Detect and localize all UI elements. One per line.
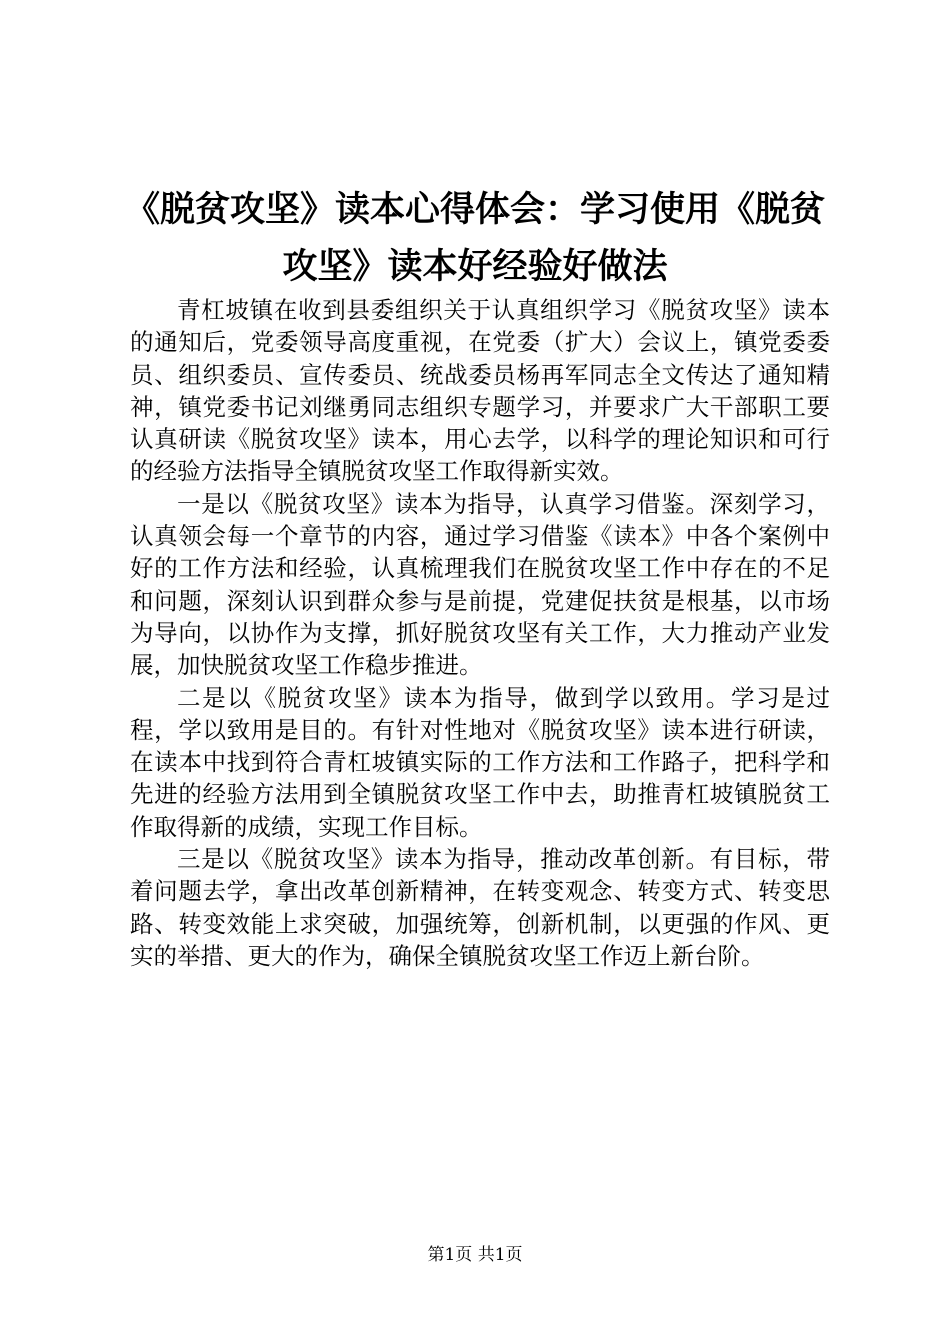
paragraph-point-one: 一是以《脱贫攻坚》读本为指导，认真学习借鉴。深刻学习，认真领会每一个章节的内容，通过学习借鉴《读本》中各个案例中好的工作方法和经验，认真梳理我们在脱贫攻坚工作中存在的不足和问题，深刻认识到群众参与是前提，党建促扶贫是根基，以市场为导向，以协作为支撑，抓好脱贫攻坚有关工作，大力推动产业发展，加快脱贫攻坚工作稳步推进。 <box>130 489 830 680</box>
document-body <box>130 294 830 972</box>
page-footer: 第1页 共1页 <box>427 1245 523 1265</box>
document-title: 《脱贫攻坚》读本心得体会：学习使用《脱贫攻坚》读本好经验好做法 <box>124 190 825 287</box>
paragraph-point-two: 二是以《脱贫攻坚》读本为指导，做到学以致用。学习是过程，学以致用是目的。有针对性地对《脱贫攻坚》读本进行研读，在读本中找到符合青杠坡镇实际的工作方法和工作路子，把科学和先进的经验方法用到全镇脱贫攻坚工作中去，助推青杠坡镇脱贫工作取得新的成绩，实现工作目标。 <box>130 683 830 841</box>
paragraph-point-three: 三是以《脱贫攻坚》读本为指导，推动改革创新。有目标，带着问题去学，拿出改革创新精神，在转变观念、转变方式、转变思路、转变效能上求突破，加强统筹，创新机制，以更强的作风、更实的举措、更大的作为，确保全镇脱贫攻坚工作迈上新台阶。 <box>130 845 830 970</box>
paragraph-intro: 青杠坡镇在收到县委组织关于认真组织学习《脱贫攻坚》读本的通知后，党委领导高度重视，在党委（扩大）会议上，镇党委委员、组织委员、宣传委员、统战委员杨再军同志全文传达了通知精神，镇党委书记刘继勇同志组织专题学习，并要求广大干部职工要认真研读《脱贫攻坚》读本，用心去学，以科学的理论知识和可行的经验方法指导全镇脱贫攻坚工作取得新实效。 <box>130 296 830 486</box>
